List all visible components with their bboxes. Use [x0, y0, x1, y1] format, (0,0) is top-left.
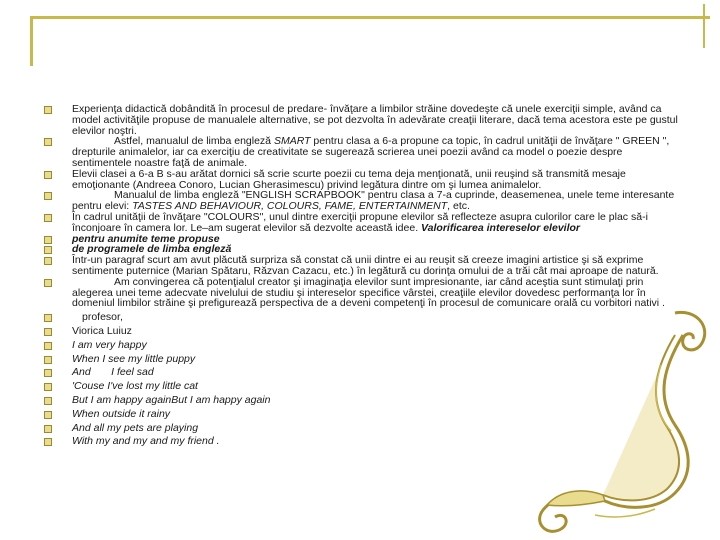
square-bullet-icon — [44, 369, 52, 377]
square-bullet-icon — [44, 411, 52, 419]
list-item — [44, 381, 684, 392]
bullet-list — [44, 104, 684, 447]
poem-line: When I see my little puppy — [72, 352, 196, 365]
square-bullet-icon — [44, 192, 52, 200]
paragraph-text: În cadrul unităţii de învăţare "COLOURS", unul dintre exerciţii propune elevilor să reflecteze asupra culorilor care le plac să-i înconjoare în camera lor. Le–am sugerat elevilor să dezvolte această idee. — [72, 210, 648, 234]
emphasis-text: de programele de limba engleză — [72, 243, 232, 256]
square-bullet-icon — [44, 314, 52, 322]
square-bullet-icon — [44, 257, 52, 265]
list-item — [44, 436, 684, 447]
emphasis-text: Valorificarea intereselor elevilor — [421, 221, 580, 234]
book-title: SMART — [273, 135, 311, 148]
frame-top-border — [30, 16, 710, 19]
author-name: Viorica Luiuz — [72, 324, 132, 337]
square-bullet-icon — [44, 214, 52, 222]
list-item — [44, 169, 684, 191]
square-bullet-icon — [44, 106, 52, 114]
frame-right-border — [703, 4, 705, 48]
list-item — [44, 395, 684, 406]
list-item — [44, 312, 684, 323]
list-item — [44, 212, 684, 234]
list-item — [44, 354, 684, 365]
square-bullet-icon — [44, 425, 52, 433]
paragraph-text: Experienţa didactică dobândită în procesul de predare- învăţare a limbilor străine dovedeşte că unele exerciţii simple, având ca model activităţile propuse de manualele alternative, se pot dezvolta în adevărate creaţii literare, dacă tema acestora este pe gustul elevilor noştri. — [72, 103, 678, 137]
square-bullet-icon — [44, 279, 52, 287]
poem-line: And I feel sad — [72, 366, 154, 379]
paragraph-text: Elevii clasei a 6-a B s-au arătat dornici să scrie scurte poezii cu tema deja menţionată, unii reuşind să transmită mesaje emoţionante (Andreea Conoro, Lucian Gherasimescu) privind legătura dintre om şi lumea animalelor. — [72, 167, 626, 191]
frame-left-border — [30, 16, 33, 66]
square-bullet-icon — [44, 138, 52, 146]
poem-line: With my and my and my friend . — [72, 435, 220, 448]
list-item — [44, 423, 684, 434]
square-bullet-icon — [44, 328, 52, 336]
list-item — [44, 277, 684, 309]
paragraph-text: Într-un paragraf scurt am avut plăcută surpriza să constat că unii dintre ei au reuşit să creeze imagini artistice şi să exprime sentimente puternice (Marian Spătaru, Răzvan Cazacu, etc.) în legătură cu dorinţa omului de a trăi cât mai aproape de natură. — [72, 254, 659, 277]
paragraph-text: , etc. — [447, 200, 470, 213]
paragraph-text: Manualul de limba engleză "ENGLISH SCRAPBOOK" pentru clasa a 7-a cuprinde, deasemenea, unele teme interesante pentru elevi: — [72, 189, 675, 213]
topic-list: TASTES AND BEHAVIOUR, COLOURS, FAME, ENTERTAINMENT — [132, 200, 448, 213]
square-bullet-icon — [44, 383, 52, 391]
paragraph-text: Astfel, manualul de limba engleză — [114, 135, 274, 148]
square-bullet-icon — [44, 342, 52, 350]
square-bullet-icon — [44, 356, 52, 364]
poem-line: When outside it rainy — [72, 407, 171, 420]
list-item — [44, 326, 684, 337]
list-item — [44, 190, 684, 212]
list-item — [44, 409, 684, 420]
paragraph-text: pentru clasa a 6-a propune ca topic, în cadrul unităţii de învăţare " GREEN ", drepturile animalelor, iar ca exerciţiu de creativitate se sugerează scrierea unei poezii având ca model o poezie despre sentimentele noastre faţă de animale. — [72, 135, 670, 169]
list-item — [44, 255, 684, 277]
poem-line: And all my pets are playing — [72, 421, 199, 434]
paragraph-text: Am convingerea că potenţialul creator şi imaginaţia elevilor sunt impresionante, iar când aceştia sunt stimulaţi prin alegerea unei teme adecvate nivelului de studiu şi intereselor specifice vârstei, creaţiile elevilor dovedesc performanţa lor în domeniul limbilor străine şi prefigurează perspectiva de a deveni competenţi în procesul de comunicare orală cu vorbitori nativi . — [72, 275, 665, 310]
list-item — [44, 104, 684, 136]
poem-line: 'Couse I've lost my little cat — [72, 380, 198, 393]
poem-line: I am very happy — [72, 338, 147, 351]
signature-role: profesor, — [82, 311, 123, 324]
list-item — [44, 136, 684, 168]
square-bullet-icon — [44, 246, 52, 254]
emphasis-text: pentru anumite teme propuse — [72, 232, 220, 245]
list-item — [44, 340, 684, 351]
square-bullet-icon — [44, 236, 52, 244]
poem-line: But I am happy againBut I am happy again — [72, 393, 271, 406]
square-bullet-icon — [44, 438, 52, 446]
list-item — [44, 367, 684, 378]
square-bullet-icon — [44, 397, 52, 405]
square-bullet-icon — [44, 171, 52, 179]
